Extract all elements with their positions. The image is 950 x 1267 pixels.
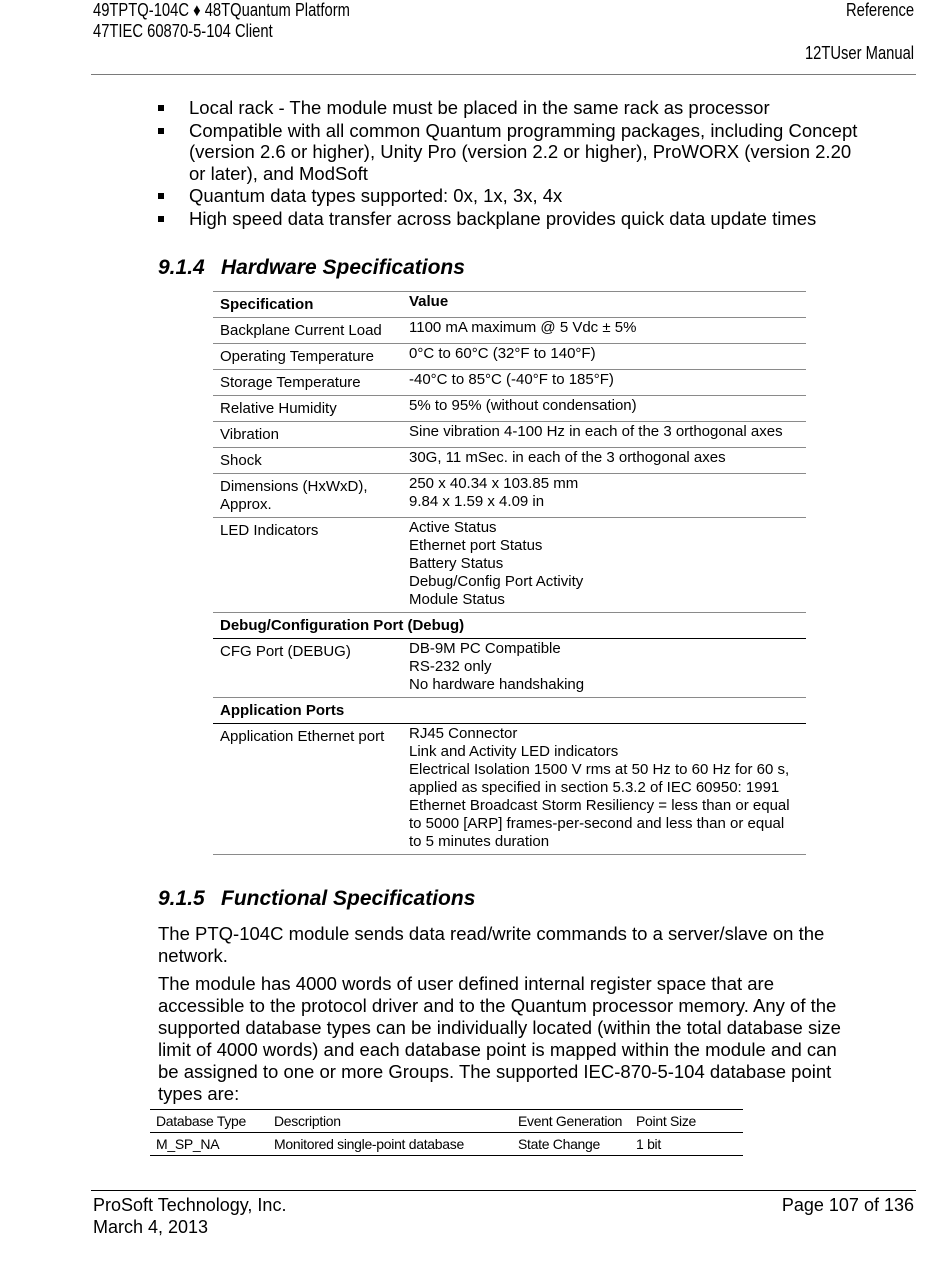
value-line: 9.84 x 1.59 x 4.09 in — [409, 493, 545, 510]
table-header-row — [150, 1110, 743, 1133]
spec-value — [402, 474, 806, 518]
footer-company: ProSoft Technology, Inc. — [93, 1195, 287, 1215]
value-line: 250 x 40.34 x 103.85 mm — [409, 475, 579, 492]
table-cell: 1 bit — [630, 1133, 743, 1156]
table-row — [213, 396, 806, 422]
spec-name: Shock — [213, 448, 402, 474]
column-header: Event Generation — [512, 1110, 630, 1133]
spec-name: CFG Port (DEBUG) — [213, 639, 402, 698]
value-line: Ethernet port Status — [409, 537, 543, 554]
square-bullet-icon — [158, 193, 164, 199]
value-line: Electrical Isolation 1500 V rms at 50 Hz to 60 Hz for 60 s, applied as specified in section 5.3.2 of IEC 60950: 1991 — [409, 761, 790, 796]
value-line: Active Status — [409, 519, 497, 536]
spec-value — [402, 724, 806, 855]
footer-page-number: Page 107 of 136 — [781, 1195, 914, 1215]
footer-date: March 4, 2013 — [93, 1217, 209, 1237]
value-line: No hardware handshaking — [409, 676, 585, 693]
value-line: RS-232 only — [409, 658, 492, 675]
bullet-text: Compatible with all common Quantum programming packages, including Concept (version 2.6 or higher), Unity Pro (version 2.2 or higher), ProWORX (version 2.20 or later), and ModSoft — [189, 119, 858, 184]
table-header-row — [213, 292, 806, 318]
column-header: Database Type — [150, 1110, 268, 1133]
footer-rule — [91, 1190, 916, 1191]
column-header: Value — [402, 292, 806, 318]
spec-name: Relative Humidity — [213, 396, 402, 422]
header-protocol: 47TIEC 60870-5-104 Client — [93, 21, 273, 41]
spec-name: Application Ethernet port — [213, 724, 402, 855]
feature-bullet-list — [158, 97, 858, 230]
column-header: Specification — [213, 292, 402, 318]
section-label-debug: Debug/Configuration Port (Debug) — [213, 613, 806, 639]
value-line: 1100 mA maximum @ 5 Vdc ± 5% — [409, 319, 637, 336]
spec-name: Dimensions (HxWxD), Approx. — [213, 474, 402, 518]
value-line: Battery Status — [409, 555, 504, 572]
table-row — [213, 370, 806, 396]
table-section-row — [213, 613, 806, 639]
bullet-item — [158, 97, 858, 119]
bullet-item — [158, 208, 858, 230]
bullet-text: Quantum data types supported: 0x, 1x, 3x, 4x — [189, 185, 563, 206]
table-row — [213, 422, 806, 448]
spec-value — [402, 318, 806, 344]
spec-value — [402, 639, 806, 698]
section-number: 9.1.4 — [158, 256, 205, 279]
value-line: Sine vibration 4-100 Hz in each of the 3 orthogonal axes — [409, 423, 783, 440]
spec-value — [402, 370, 806, 396]
paragraph: The PTQ-104C module sends data read/write commands to a server/slave on the network. — [158, 923, 825, 966]
bullet-text: High speed data transfer across backplane provides quick data update times — [189, 207, 817, 229]
spec-name: Storage Temperature — [213, 370, 402, 396]
table-row — [213, 639, 806, 698]
section-number: 9.1.5 — [158, 887, 205, 910]
database-type-table — [150, 1109, 743, 1156]
value-line: 5% to 95% (without condensation) — [409, 397, 637, 414]
spec-name: Backplane Current Load — [213, 318, 402, 344]
spec-value — [402, 448, 806, 474]
header-manual: 12TUser Manual — [804, 43, 914, 63]
hardware-spec-table — [213, 291, 806, 855]
header-product-line: 49TPTQ-104C ♦ 48TQuantum Platform — [93, 0, 350, 20]
table-row — [213, 724, 806, 855]
header-rule — [91, 74, 916, 75]
spec-name: LED Indicators — [213, 518, 402, 613]
column-header: Point Size — [630, 1110, 743, 1133]
bullet-item — [158, 185, 858, 207]
table-row — [213, 344, 806, 370]
table-section-row — [213, 698, 806, 724]
square-bullet-icon — [158, 216, 164, 222]
column-header: Description — [268, 1110, 512, 1133]
table-cell: Monitored single-point database — [268, 1133, 512, 1156]
section-title: Hardware Specifications — [221, 256, 465, 279]
spec-value — [402, 344, 806, 370]
bullet-text: Local rack - The module must be placed in the same rack as processor — [189, 97, 770, 118]
table-row — [213, 518, 806, 613]
value-line: Debug/Config Port Activity — [409, 573, 584, 590]
bullet-item — [158, 120, 858, 185]
heading-functional-specifications — [158, 887, 475, 911]
spec-name: Vibration — [213, 422, 402, 448]
section-title: Functional Specifications — [221, 887, 476, 910]
spec-value — [402, 518, 806, 613]
table-row — [213, 318, 806, 344]
spec-name: Operating Temperature — [213, 344, 402, 370]
table-cell: M_SP_NA — [150, 1133, 268, 1156]
value-line: DB-9M PC Compatible — [409, 640, 561, 657]
value-line: RJ45 Connector — [409, 725, 518, 742]
section-label-application: Application Ports — [213, 698, 806, 724]
value-line: -40°C to 85°C (-40°F to 185°F) — [409, 371, 614, 388]
value-line: Module Status — [409, 591, 505, 608]
table-row — [150, 1133, 743, 1156]
table-cell: State Change — [512, 1133, 630, 1156]
square-bullet-icon — [158, 105, 164, 111]
spec-value — [402, 422, 806, 448]
value-line: 30G, 11 mSec. in each of the 3 orthogonal axes — [409, 449, 726, 466]
value-line: 0°C to 60°C (32°F to 140°F) — [409, 345, 596, 362]
square-bullet-icon — [158, 128, 164, 134]
table-row — [213, 448, 806, 474]
spec-value — [402, 396, 806, 422]
header-section: Reference — [845, 0, 914, 20]
value-line: Ethernet Broadcast Storm Resiliency = less than or equal to 5000 [ARP] frames-per-second and less than or equal to 5 minutes duration — [409, 797, 790, 850]
heading-hardware-specifications — [158, 256, 465, 280]
paragraph: The module has 4000 words of user defined internal register space that are accessible to the protocol driver and to the Quantum processor memory. Any of the supported database types can be individually located (within the total database size limit of 4000 words) and each database point is mapped within the module and can be assigned to one or more Groups. The supported IEC-870-5-104 database point types are: — [158, 973, 841, 1104]
value-line: Link and Activity LED indicators — [409, 743, 619, 760]
table-row — [213, 474, 806, 518]
